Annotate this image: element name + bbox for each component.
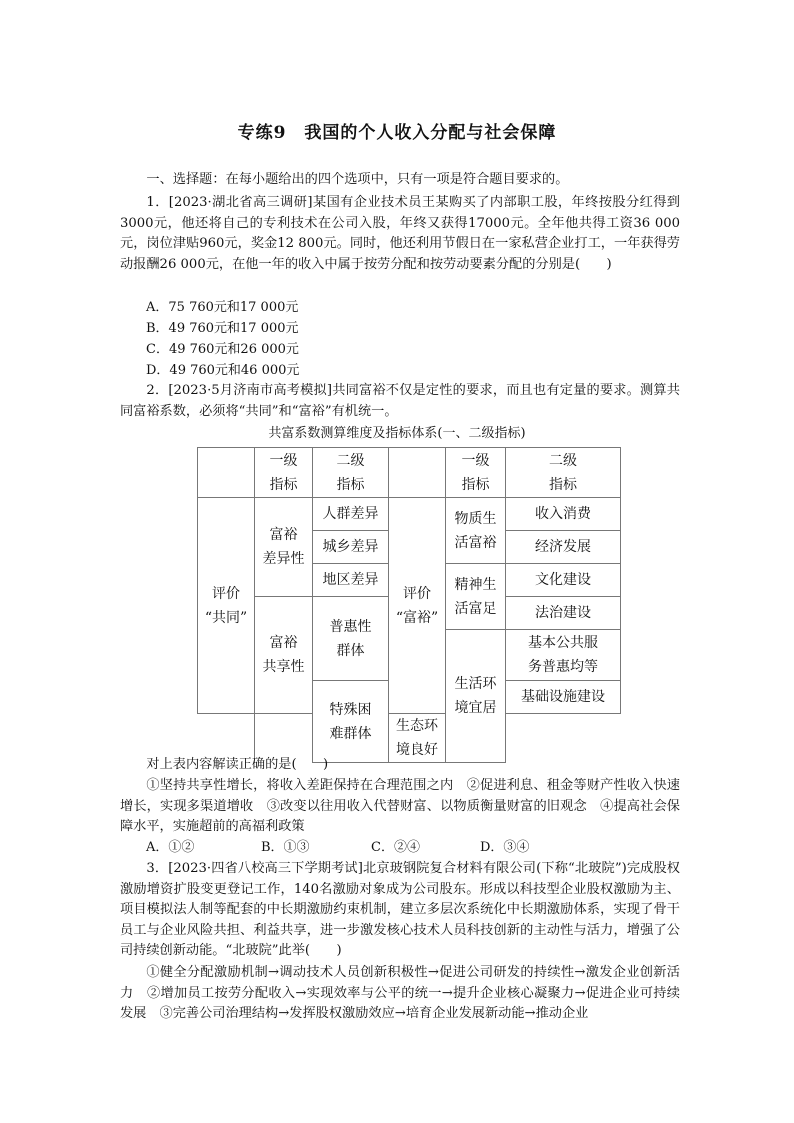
indicator-table	[197, 447, 621, 763]
wealth-sharing-cell: 富裕 共享性	[255, 597, 313, 714]
header-level1-left: 一级 指标	[255, 448, 313, 498]
question-1-option-a: A．75 760元和17 000元	[146, 300, 299, 315]
page-title: 专练9 我国的个人收入分配与社会保障	[237, 123, 557, 143]
indicator-public-services: 基本公共服 务普惠均等	[506, 630, 621, 681]
question-2-options	[146, 838, 529, 858]
question-2-option-c: C．②④	[371, 840, 420, 855]
question-1-option-b: B．49 760元和17 000元	[146, 321, 299, 336]
table-header-row	[198, 448, 621, 498]
question-3-statements: ①健全分配激励机制→调动技术人员创新积极性→促进公司研发的持续性→激发企业创新活力 ②增加员工按劳分配收入→实现效率与公平的统一→提升企业核心凝聚力→促进企业可持续发展 ③完善公司治理结构→发挥股权激励效应→培育企业发展新动能→推动企业	[120, 965, 680, 1022]
question-2-stem: 2．[2023·5月济南市高考模拟]共同富裕不仅是定性的要求，而且也有定量的要求。测算共同富裕系数，必须将“共同”和“富裕”有机统一。	[120, 383, 680, 419]
header-level2-left: 二级 指标	[313, 448, 389, 498]
eval-wealth-cell: 评价 “富裕”	[389, 498, 446, 714]
question-2-statements: ①坚持共享性增长，将收入差距保持在合理范围之内 ②促进利息、租金等财产性收入快速增长，实现多渠道增收 ③改变以往用收入代替财富、以物质衡量财富的旧观念 ④提高社会保障水平，实施超前的高福利政策	[120, 778, 680, 835]
table-caption: 共富系数测算维度及指标体系(一、二级指标)	[268, 426, 526, 441]
indicator-special-hardship-groups: 特殊困 难群体	[313, 681, 389, 763]
question-2-option-a: A．①②	[146, 840, 195, 855]
indicator-rule-of-law: 法治建设	[506, 597, 621, 630]
question-1-option-c: C．49 760元和26 000元	[146, 342, 299, 357]
section-heading: 一、选择题：在每小题给出的四个选项中，只有一项是符合题目要求的。	[146, 172, 569, 187]
living-environment-cell: 生活环 境宜居	[446, 630, 506, 763]
wealth-difference-cell: 富裕 差异性	[255, 498, 313, 597]
question-1-option-d: D．49 760元和46 000元	[146, 363, 300, 378]
indicator-population-gap: 人群差异	[313, 498, 389, 531]
question-3-stem: 3．[2023·四省八校高三下学期考试]北京玻钢院复合材料有限公司(下称“北玻院”)完成股权激励增资扩股变更登记工作，140名激励对象成为公司股东。形成以科技型企业股权激励为主、项目模拟法人制等配套的中长期激励约束机制，建立多层次系统化中长期激励体系，实现了骨干员工与企业风险共担、利益共享，进一步激发核心技术人员科技创新的主动性与活力，增强了公司持续创新动能。“北玻院”此举( )	[120, 861, 680, 959]
indicator-culture: 文化建设	[506, 564, 621, 597]
indicator-infrastructure: 基础设施建设	[506, 681, 621, 714]
question-2-option-d: D．③④	[480, 840, 530, 855]
indicator-inclusive-groups: 普惠性 群体	[313, 597, 389, 681]
question-2-option-b: B．①③	[261, 840, 310, 855]
indicator-income-consumption: 收入消费	[506, 498, 621, 531]
eval-common-cell: 评价 “共同”	[198, 498, 255, 714]
indicator-urban-rural-gap: 城乡差异	[313, 531, 389, 564]
indicator-regional-gap: 地区差异	[313, 564, 389, 597]
indicator-ecology: 生态环境良好	[389, 714, 446, 763]
question-1-stem: 1．[2023·湖北省高三调研]某国有企业技术员王某购买了内部职工股，年终按股分红得到3000元，他还将自己的专利技术在公司入股，年终又获得17000元。全年他共得工资36 000元，岗位津贴960元，奖金12 800元。同时，他还利用节假日在一家私营企业打工，一年获得劳动报酬26 000元，在他一年的收入中属于按劳分配和按劳动要素分配的分别是( )	[120, 195, 680, 272]
spiritual-wealth-cell: 精神生 活富足	[446, 564, 506, 630]
header-level2-right: 二级 指标	[506, 448, 621, 498]
material-wealth-cell: 物质生 活富裕	[446, 498, 506, 564]
table-corner-left	[198, 448, 255, 498]
table-corner-right	[389, 448, 446, 498]
question-2-prompt: 对上表内容解读正确的是( )	[146, 757, 329, 772]
header-level1-right: 一级 指标	[446, 448, 506, 498]
indicator-economic-development: 经济发展	[506, 531, 621, 564]
